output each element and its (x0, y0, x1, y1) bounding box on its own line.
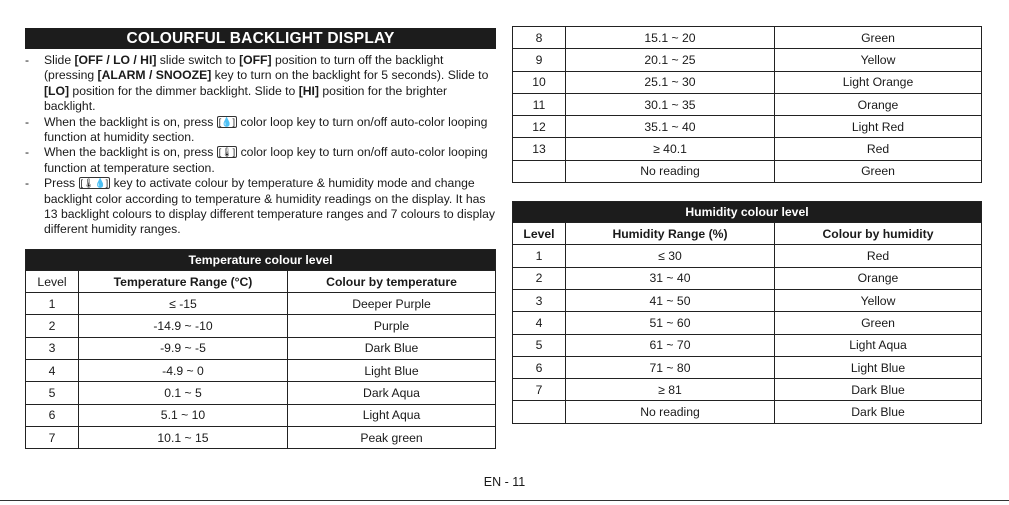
table-row (513, 71, 982, 93)
level-cell (513, 401, 566, 423)
lo-label: [LO] (44, 83, 70, 98)
colour-cell: Light Blue (288, 360, 496, 382)
colour-cell: Light Blue (775, 356, 982, 378)
hi-label: [HI] (298, 83, 319, 98)
colour-cell: Peak green (288, 426, 496, 448)
bullet-dash: - (25, 53, 30, 67)
level-cell: 7 (513, 379, 566, 401)
col-header-temperature-range: Temperature Range (°C) (79, 270, 288, 292)
table-row (26, 337, 496, 359)
level-cell: 6 (26, 404, 79, 426)
colour-cell: Light Aqua (288, 404, 496, 426)
text: key to turn on the backlight for 5 seconds). Slide to (211, 68, 489, 83)
range-cell: 0.1 ~ 5 (79, 382, 288, 404)
text: position for the brighter backlight. (44, 83, 448, 114)
table-row (26, 293, 496, 315)
level-cell: 6 (513, 356, 566, 378)
level-cell: 1 (26, 293, 79, 315)
colour-cell: Yellow (775, 49, 982, 71)
range-cell: 25.1 ~ 30 (566, 71, 775, 93)
level-cell: 5 (26, 382, 79, 404)
off-label: [OFF] (239, 53, 272, 67)
thermometer-icon: [🌡] (218, 147, 236, 158)
level-cell: 4 (26, 360, 79, 382)
table-row (26, 315, 496, 337)
level-cell: 11 (513, 93, 566, 115)
colour-cell: Deeper Purple (288, 293, 496, 315)
colour-cell: Dark Blue (288, 337, 496, 359)
table-row (513, 93, 982, 115)
text: position for the dimmer backlight. Slide to (69, 83, 299, 98)
range-cell: 10.1 ~ 15 (79, 426, 288, 448)
range-cell: 15.1 ~ 20 (566, 27, 775, 49)
level-cell: 3 (26, 337, 79, 359)
level-cell: 5 (513, 334, 566, 356)
table-row (513, 138, 982, 160)
right-column (512, 26, 982, 424)
level-cell: 12 (513, 116, 566, 138)
range-cell: 30.1 ~ 35 (566, 93, 775, 115)
range-cell: 20.1 ~ 25 (566, 49, 775, 71)
colour-cell: Red (775, 245, 982, 267)
text: key to activate colour by temperature & humidity mode and change backlight color according to temperature & humidity readings on the display. It has 13 backlight colours to display different temperature ranges and 7 colours to display different humidity ranges. (44, 176, 495, 237)
range-cell: No reading (566, 160, 775, 182)
range-cell: 51 ~ 60 (566, 312, 775, 334)
range-cell: No reading (566, 401, 775, 423)
text: Press (44, 176, 79, 191)
range-cell: ≥ 40.1 (566, 138, 775, 160)
colour-cell: Purple (288, 315, 496, 337)
colour-cell: Green (775, 160, 982, 182)
level-cell: 4 (513, 312, 566, 334)
alarm-snooze-label: [ALARM / SNOOZE] (97, 68, 212, 83)
colour-cell: Dark Blue (775, 401, 982, 423)
bullet-humidity-loop (25, 115, 496, 146)
table-row (513, 49, 982, 71)
humidity-table-title: Humidity colour level (513, 202, 982, 223)
humidity-table (512, 201, 982, 424)
level-cell: 1 (513, 245, 566, 267)
bullet-color-mode (25, 176, 496, 238)
range-cell: 5.1 ~ 10 (79, 404, 288, 426)
range-cell: ≥ 81 (566, 379, 775, 401)
section-title: COLOURFUL BACKLIGHT DISPLAY (25, 28, 496, 49)
col-header-level: Level (26, 270, 79, 292)
level-cell: 2 (513, 267, 566, 289)
level-cell: 10 (513, 71, 566, 93)
level-cell: 7 (26, 426, 79, 448)
instruction-list (25, 53, 496, 238)
colour-cell: Light Aqua (775, 334, 982, 356)
table-row (513, 267, 982, 289)
table-row (26, 404, 496, 426)
text: When the backlight is on, press (44, 114, 217, 129)
bullet-temperature-loop (25, 145, 496, 176)
table-row (513, 401, 982, 423)
colour-cell: Orange (775, 267, 982, 289)
temperature-table (25, 249, 496, 449)
table-row (26, 360, 496, 382)
level-cell: 13 (513, 138, 566, 160)
text: slide switch to (156, 53, 240, 67)
bullet-dash: - (25, 114, 30, 129)
footer-divider (0, 500, 1009, 501)
range-cell: -14.9 ~ -10 (79, 315, 288, 337)
level-cell: 9 (513, 49, 566, 71)
bullet-slide-switch (25, 53, 496, 115)
level-cell (513, 160, 566, 182)
range-cell: 61 ~ 70 (566, 334, 775, 356)
colour-cell: Dark Aqua (288, 382, 496, 404)
colour-cell: Red (775, 138, 982, 160)
text: color loop key to turn on/off auto-color looping function at humidity section. (44, 114, 488, 145)
table-row (513, 160, 982, 182)
range-cell: ≤ 30 (566, 245, 775, 267)
text: position to turn off the backlight (pressing (44, 53, 444, 83)
col-header-colour: Colour by temperature (288, 270, 496, 292)
thermo-droplet-icon: [🌡💧] (80, 178, 109, 189)
colour-cell: Light Orange (775, 71, 982, 93)
bullet-dash: - (25, 176, 30, 191)
table-row (26, 426, 496, 448)
colour-cell: Dark Blue (775, 379, 982, 401)
text: color loop key to turn on/off auto-color looping function at temperature section. (44, 145, 488, 175)
table-row (513, 116, 982, 138)
col-header-colour: Colour by humidity (775, 223, 982, 245)
table-row (513, 334, 982, 356)
table-row (513, 356, 982, 378)
range-cell: 31 ~ 40 (566, 267, 775, 289)
level-cell: 3 (513, 289, 566, 311)
left-column (25, 28, 496, 449)
table-row (513, 312, 982, 334)
range-cell: ≤ -15 (79, 293, 288, 315)
colour-cell: Orange (775, 93, 982, 115)
colour-cell: Green (775, 27, 982, 49)
text: When the backlight is on, press (44, 145, 217, 160)
range-cell: 71 ~ 80 (566, 356, 775, 378)
droplet-icon: [💧] (218, 116, 235, 127)
temperature-table-title: Temperature colour level (26, 249, 496, 270)
table-row (513, 245, 982, 267)
range-cell: -4.9 ~ 0 (79, 360, 288, 382)
table-row (26, 382, 496, 404)
table-row (513, 289, 982, 311)
switch-label: [OFF / LO / HI] (74, 53, 157, 67)
range-cell: -9.9 ~ -5 (79, 337, 288, 359)
colour-cell: Yellow (775, 289, 982, 311)
range-cell: 35.1 ~ 40 (566, 116, 775, 138)
level-cell: 8 (513, 27, 566, 49)
bullet-dash: - (25, 145, 30, 160)
range-cell: 41 ~ 50 (566, 289, 775, 311)
colour-cell: Light Red (775, 116, 982, 138)
colour-cell: Green (775, 312, 982, 334)
text: Slide (44, 53, 75, 67)
page-number: EN - 11 (483, 475, 526, 489)
temperature-table-continued (512, 26, 982, 183)
table-row (513, 379, 982, 401)
level-cell: 2 (26, 315, 79, 337)
col-header-humidity-range: Humidity Range (%) (566, 223, 775, 245)
table-row (513, 27, 982, 49)
col-header-level: Level (513, 223, 566, 245)
